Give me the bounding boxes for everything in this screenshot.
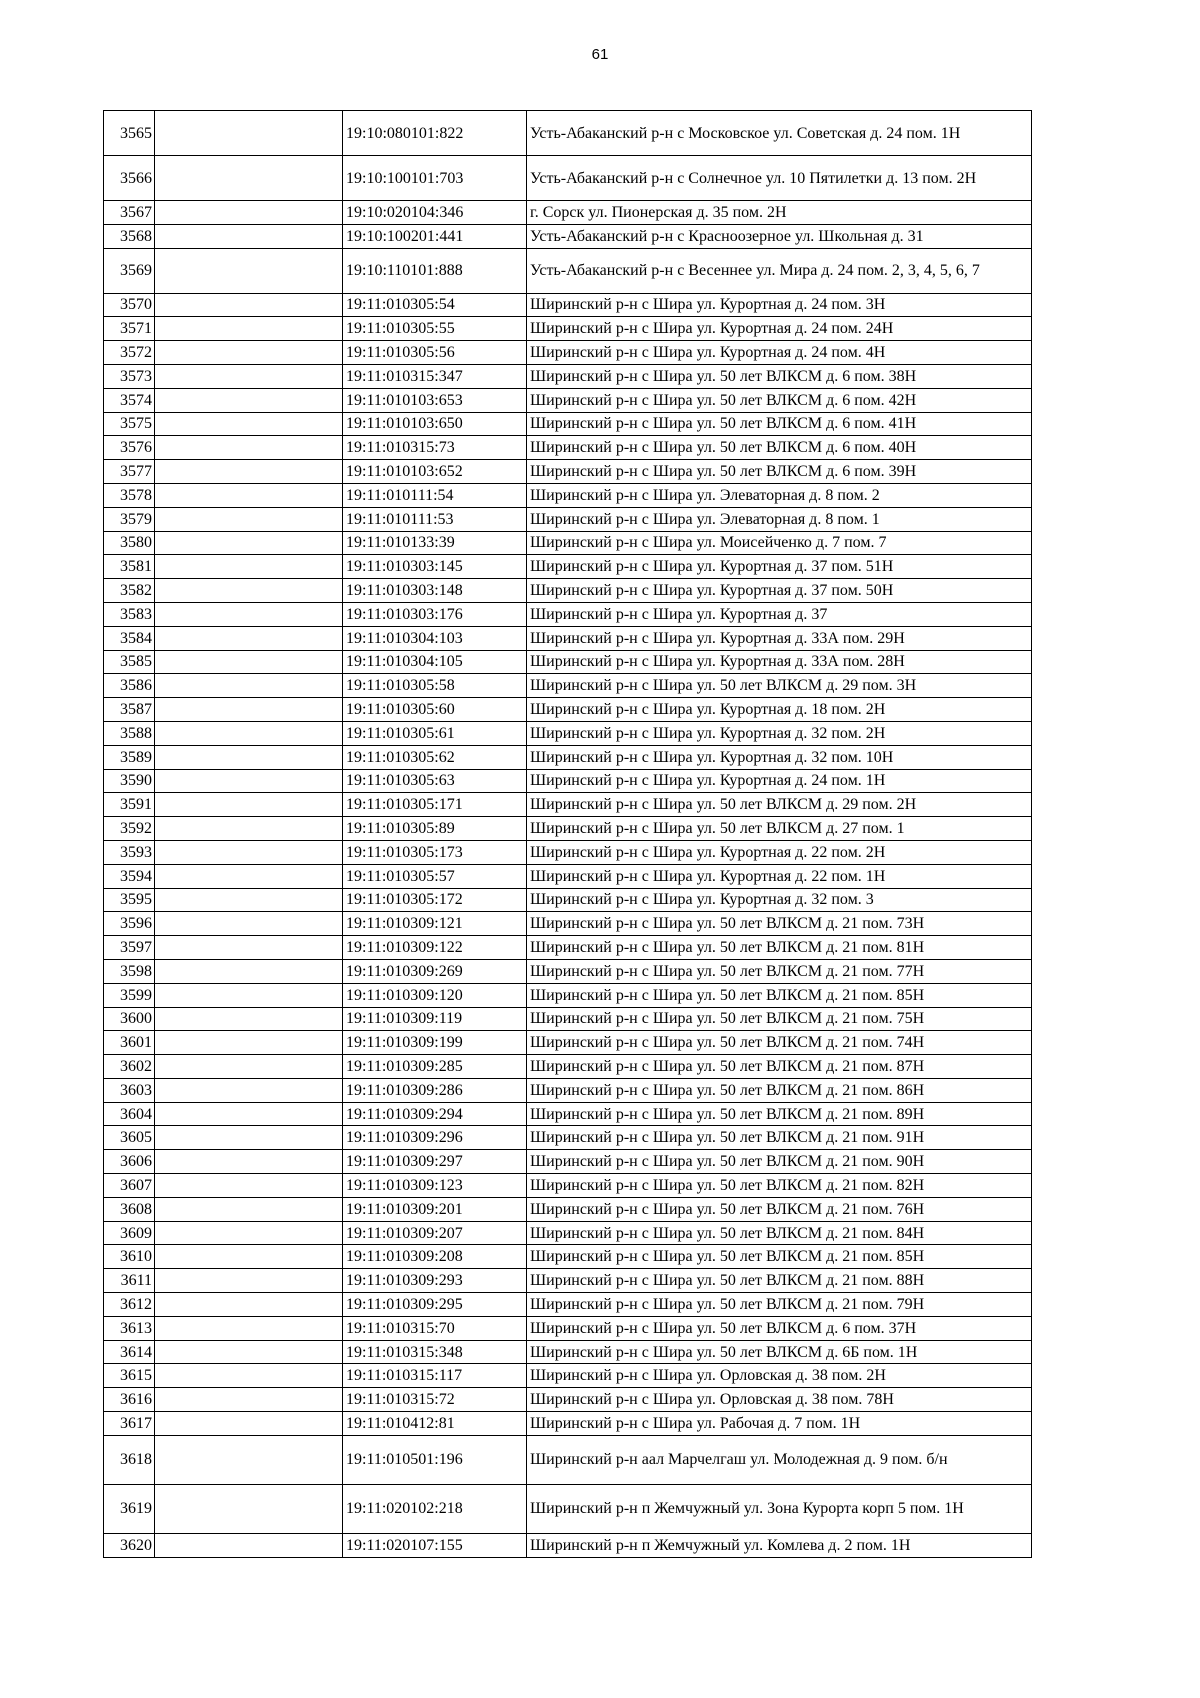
empty-cell bbox=[155, 817, 343, 841]
address-cell: Ширинский р-н с Шира ул. Рабочая д. 7 пом. 1Н bbox=[527, 1412, 1032, 1436]
row-number-cell: 3602 bbox=[104, 1055, 155, 1079]
address-cell: Ширинский р-н с Шира ул. 50 лет ВЛКСМ д. 21 пом. 81Н bbox=[527, 936, 1032, 960]
cadastral-number-cell: 19:11:010305:172 bbox=[343, 888, 527, 912]
cadastral-number-cell: 19:11:010309:294 bbox=[343, 1102, 527, 1126]
address-cell: Ширинский р-н с Шира ул. Курортная д. 37 bbox=[527, 602, 1032, 626]
table-row bbox=[104, 769, 1032, 793]
empty-cell bbox=[155, 1364, 343, 1388]
address-cell: Ширинский р-н с Шира ул. Курортная д. 32 пом. 10Н bbox=[527, 745, 1032, 769]
row-number-cell: 3606 bbox=[104, 1150, 155, 1174]
cadastral-number-cell: 19:11:010305:62 bbox=[343, 745, 527, 769]
address-cell: Ширинский р-н с Шира ул. 50 лет ВЛКСМ д. 21 пом. 89Н bbox=[527, 1102, 1032, 1126]
cadastral-number-cell: 19:11:020102:218 bbox=[343, 1484, 527, 1533]
cadastral-number-cell: 19:11:010303:176 bbox=[343, 602, 527, 626]
address-cell: Ширинский р-н с Шира ул. 50 лет ВЛКСМ д. 29 пом. 3Н bbox=[527, 674, 1032, 698]
address-cell: Ширинский р-н аал Марчелгаш ул. Молодежная д. 9 пом. б/н bbox=[527, 1435, 1032, 1484]
cadastral-number-cell: 19:11:010111:54 bbox=[343, 483, 527, 507]
table-row bbox=[104, 388, 1032, 412]
row-number-cell: 3582 bbox=[104, 579, 155, 603]
cadastral-number-cell: 19:10:110101:888 bbox=[343, 248, 527, 293]
cadastral-number-cell: 19:11:010309:120 bbox=[343, 983, 527, 1007]
table-row bbox=[104, 1055, 1032, 1079]
row-number-cell: 3580 bbox=[104, 531, 155, 555]
address-cell: Ширинский р-н с Шира ул. 50 лет ВЛКСМ д. 29 пом. 2Н bbox=[527, 793, 1032, 817]
empty-cell bbox=[155, 436, 343, 460]
row-number-cell: 3601 bbox=[104, 1031, 155, 1055]
cadastral-number-cell: 19:11:010315:73 bbox=[343, 436, 527, 460]
table-row bbox=[104, 1174, 1032, 1198]
address-cell: Ширинский р-н с Шира ул. 50 лет ВЛКСМ д. 21 пом. 76Н bbox=[527, 1197, 1032, 1221]
cadastral-number-cell: 19:11:010305:56 bbox=[343, 341, 527, 365]
address-cell: Ширинский р-н с Шира ул. 50 лет ВЛКСМ д. 21 пом. 88Н bbox=[527, 1269, 1032, 1293]
row-number-cell: 3599 bbox=[104, 983, 155, 1007]
address-cell: Ширинский р-н с Шира ул. 50 лет ВЛКСМ д. 21 пом. 82Н bbox=[527, 1174, 1032, 1198]
cadastral-number-cell: 19:11:010315:72 bbox=[343, 1388, 527, 1412]
address-cell: Ширинский р-н п Жемчужный ул. Комлева д. 2 пом. 1Н bbox=[527, 1533, 1032, 1557]
address-cell: Ширинский р-н с Шира ул. 50 лет ВЛКСМ д. 21 пом. 84Н bbox=[527, 1221, 1032, 1245]
address-cell: Ширинский р-н с Шира ул. Орловская д. 38 пом. 78Н bbox=[527, 1388, 1032, 1412]
cadastral-number-cell: 19:10:100201:441 bbox=[343, 224, 527, 248]
cadastral-number-cell: 19:11:010309:296 bbox=[343, 1126, 527, 1150]
cadastral-number-cell: 19:11:010103:653 bbox=[343, 388, 527, 412]
cadastral-number-cell: 19:11:010305:57 bbox=[343, 864, 527, 888]
row-number-cell: 3608 bbox=[104, 1197, 155, 1221]
table-row bbox=[104, 1293, 1032, 1317]
cadastral-number-cell: 19:11:010309:208 bbox=[343, 1245, 527, 1269]
cadastral-number-cell: 19:11:010309:199 bbox=[343, 1031, 527, 1055]
address-cell: Ширинский р-н с Шира ул. 50 лет ВЛКСМ д. 27 пом. 1 bbox=[527, 817, 1032, 841]
address-cell: Ширинский р-н с Шира ул. 50 лет ВЛКСМ д. 21 пом. 74Н bbox=[527, 1031, 1032, 1055]
cadastral-number-cell: 19:11:010309:286 bbox=[343, 1078, 527, 1102]
address-cell: г. Сорск ул. Пионерская д. 35 пом. 2Н bbox=[527, 201, 1032, 225]
table-row bbox=[104, 293, 1032, 317]
empty-cell bbox=[155, 156, 343, 201]
table-row bbox=[104, 674, 1032, 698]
row-number-cell: 3588 bbox=[104, 721, 155, 745]
cadastral-number-cell: 19:11:010309:207 bbox=[343, 1221, 527, 1245]
empty-cell bbox=[155, 531, 343, 555]
address-cell: Ширинский р-н с Шира ул. Курортная д. 18 пом. 2Н bbox=[527, 698, 1032, 722]
cadastral-number-cell: 19:11:010305:89 bbox=[343, 817, 527, 841]
row-number-cell: 3583 bbox=[104, 602, 155, 626]
table-row bbox=[104, 1484, 1032, 1533]
cadastral-number-cell: 19:11:010309:123 bbox=[343, 1174, 527, 1198]
table-row bbox=[104, 483, 1032, 507]
address-cell: Ширинский р-н с Шира ул. 50 лет ВЛКСМ д. 21 пом. 85Н bbox=[527, 1245, 1032, 1269]
address-cell: Ширинский р-н с Шира ул. 50 лет ВЛКСМ д. 21 пом. 73Н bbox=[527, 912, 1032, 936]
table-row bbox=[104, 1150, 1032, 1174]
table-row bbox=[104, 1197, 1032, 1221]
empty-cell bbox=[155, 1007, 343, 1031]
cadastral-number-cell: 19:11:010103:652 bbox=[343, 460, 527, 484]
row-number-cell: 3615 bbox=[104, 1364, 155, 1388]
empty-cell bbox=[155, 555, 343, 579]
row-number-cell: 3565 bbox=[104, 111, 155, 156]
empty-cell bbox=[155, 959, 343, 983]
empty-cell bbox=[155, 1293, 343, 1317]
row-number-cell: 3611 bbox=[104, 1269, 155, 1293]
table-row bbox=[104, 817, 1032, 841]
row-number-cell: 3620 bbox=[104, 1533, 155, 1557]
row-number-cell: 3617 bbox=[104, 1412, 155, 1436]
address-cell: Ширинский р-н с Шира ул. Курортная д. 24 пом. 24Н bbox=[527, 317, 1032, 341]
row-number-cell: 3595 bbox=[104, 888, 155, 912]
empty-cell bbox=[155, 1055, 343, 1079]
table-row bbox=[104, 983, 1032, 1007]
table-row bbox=[104, 650, 1032, 674]
empty-cell bbox=[155, 483, 343, 507]
row-number-cell: 3589 bbox=[104, 745, 155, 769]
row-number-cell: 3574 bbox=[104, 388, 155, 412]
cadastral-number-cell: 19:11:010305:55 bbox=[343, 317, 527, 341]
page-number: 61 bbox=[591, 46, 609, 63]
row-number-cell: 3585 bbox=[104, 650, 155, 674]
address-cell: Ширинский р-н с Шира ул. 50 лет ВЛКСМ д. 6 пом. 41Н bbox=[527, 412, 1032, 436]
table-row bbox=[104, 224, 1032, 248]
address-cell: Усть-Абаканский р-н с Красноозерное ул. Школьная д. 31 bbox=[527, 224, 1032, 248]
row-number-cell: 3598 bbox=[104, 959, 155, 983]
table-row bbox=[104, 436, 1032, 460]
address-cell: Ширинский р-н п Жемчужный ул. Зона Курорта корп 5 пом. 1Н bbox=[527, 1484, 1032, 1533]
empty-cell bbox=[155, 412, 343, 436]
table-row bbox=[104, 201, 1032, 225]
address-cell: Ширинский р-н с Шира ул. 50 лет ВЛКСМ д. 6 пом. 39Н bbox=[527, 460, 1032, 484]
row-number-cell: 3567 bbox=[104, 201, 155, 225]
address-cell: Ширинский р-н с Шира ул. Элеваторная д. 8 пом. 2 bbox=[527, 483, 1032, 507]
table-row bbox=[104, 317, 1032, 341]
address-cell: Усть-Абаканский р-н с Московское ул. Советская д. 24 пом. 1Н bbox=[527, 111, 1032, 156]
empty-cell bbox=[155, 1197, 343, 1221]
address-cell: Ширинский р-н с Шира ул. 50 лет ВЛКСМ д. 6 пом. 42Н bbox=[527, 388, 1032, 412]
empty-cell bbox=[155, 1150, 343, 1174]
address-cell: Ширинский р-н с Шира ул. 50 лет ВЛКСМ д. 21 пом. 75Н bbox=[527, 1007, 1032, 1031]
empty-cell bbox=[155, 912, 343, 936]
table-row bbox=[104, 531, 1032, 555]
cadastral-number-cell: 19:11:010305:54 bbox=[343, 293, 527, 317]
empty-cell bbox=[155, 1484, 343, 1533]
cadastral-number-cell: 19:11:010111:53 bbox=[343, 507, 527, 531]
cadastral-number-cell: 19:10:080101:822 bbox=[343, 111, 527, 156]
row-number-cell: 3566 bbox=[104, 156, 155, 201]
empty-cell bbox=[155, 1340, 343, 1364]
address-cell: Ширинский р-н с Шира ул. Курортная д. 22 пом. 1Н bbox=[527, 864, 1032, 888]
table-row bbox=[104, 1245, 1032, 1269]
empty-cell bbox=[155, 1221, 343, 1245]
row-number-cell: 3575 bbox=[104, 412, 155, 436]
empty-cell bbox=[155, 745, 343, 769]
row-number-cell: 3604 bbox=[104, 1102, 155, 1126]
row-number-cell: 3576 bbox=[104, 436, 155, 460]
table-row bbox=[104, 698, 1032, 722]
table-row bbox=[104, 1269, 1032, 1293]
table-row bbox=[104, 1364, 1032, 1388]
row-number-cell: 3603 bbox=[104, 1078, 155, 1102]
row-number-cell: 3568 bbox=[104, 224, 155, 248]
empty-cell bbox=[155, 1533, 343, 1557]
empty-cell bbox=[155, 201, 343, 225]
table-row bbox=[104, 936, 1032, 960]
row-number-cell: 3587 bbox=[104, 698, 155, 722]
empty-cell bbox=[155, 579, 343, 603]
table-row bbox=[104, 745, 1032, 769]
empty-cell bbox=[155, 1435, 343, 1484]
empty-cell bbox=[155, 888, 343, 912]
table-row bbox=[104, 1078, 1032, 1102]
table-row bbox=[104, 341, 1032, 365]
address-cell: Ширинский р-н с Шира ул. Курортная д. 24 пом. 1Н bbox=[527, 769, 1032, 793]
row-number-cell: 3607 bbox=[104, 1174, 155, 1198]
table-row bbox=[104, 840, 1032, 864]
address-cell: Ширинский р-н с Шира ул. 50 лет ВЛКСМ д. 21 пом. 85Н bbox=[527, 983, 1032, 1007]
address-cell: Ширинский р-н с Шира ул. 50 лет ВЛКСМ д. 6 пом. 40Н bbox=[527, 436, 1032, 460]
empty-cell bbox=[155, 1031, 343, 1055]
cadastral-number-cell: 19:11:010309:201 bbox=[343, 1197, 527, 1221]
cadastral-number-cell: 19:11:010309:295 bbox=[343, 1293, 527, 1317]
row-number-cell: 3594 bbox=[104, 864, 155, 888]
address-cell: Ширинский р-н с Шира ул. Орловская д. 38 пом. 2Н bbox=[527, 1364, 1032, 1388]
row-number-cell: 3616 bbox=[104, 1388, 155, 1412]
empty-cell bbox=[155, 1316, 343, 1340]
row-number-cell: 3618 bbox=[104, 1435, 155, 1484]
empty-cell bbox=[155, 1245, 343, 1269]
row-number-cell: 3573 bbox=[104, 364, 155, 388]
address-cell: Ширинский р-н с Шира ул. 50 лет ВЛКСМ д. 6 пом. 37Н bbox=[527, 1316, 1032, 1340]
table-row bbox=[104, 1007, 1032, 1031]
row-number-cell: 3597 bbox=[104, 936, 155, 960]
empty-cell bbox=[155, 1269, 343, 1293]
address-cell: Ширинский р-н с Шира ул. 50 лет ВЛКСМ д. 21 пом. 91Н bbox=[527, 1126, 1032, 1150]
cadastral-number-cell: 19:11:010315:347 bbox=[343, 364, 527, 388]
cadastral-number-cell: 19:11:010309:293 bbox=[343, 1269, 527, 1293]
cadastral-number-cell: 19:11:020107:155 bbox=[343, 1533, 527, 1557]
cadastral-number-cell: 19:11:010103:650 bbox=[343, 412, 527, 436]
address-cell: Ширинский р-н с Шира ул. Курортная д. 24 пом. 3Н bbox=[527, 293, 1032, 317]
cadastral-number-cell: 19:10:100101:703 bbox=[343, 156, 527, 201]
row-number-cell: 3592 bbox=[104, 817, 155, 841]
address-cell: Усть-Абаканский р-н с Весеннее ул. Мира д. 24 пом. 2, 3, 4, 5, 6, 7 bbox=[527, 248, 1032, 293]
empty-cell bbox=[155, 1078, 343, 1102]
table-row bbox=[104, 364, 1032, 388]
row-number-cell: 3581 bbox=[104, 555, 155, 579]
address-cell: Ширинский р-н с Шира ул. 50 лет ВЛКСМ д. 21 пом. 86Н bbox=[527, 1078, 1032, 1102]
empty-cell bbox=[155, 388, 343, 412]
empty-cell bbox=[155, 248, 343, 293]
cadastral-number-cell: 19:11:010315:348 bbox=[343, 1340, 527, 1364]
address-cell: Ширинский р-н с Шира ул. 50 лет ВЛКСМ д. 6 пом. 38Н bbox=[527, 364, 1032, 388]
cadastral-number-cell: 19:10:020104:346 bbox=[343, 201, 527, 225]
empty-cell bbox=[155, 983, 343, 1007]
empty-cell bbox=[155, 460, 343, 484]
cadastral-number-cell: 19:11:010412:81 bbox=[343, 1412, 527, 1436]
row-number-cell: 3596 bbox=[104, 912, 155, 936]
property-registry-table bbox=[103, 110, 1032, 1558]
row-number-cell: 3577 bbox=[104, 460, 155, 484]
table-row bbox=[104, 888, 1032, 912]
cadastral-number-cell: 19:11:010309:297 bbox=[343, 1150, 527, 1174]
table-row bbox=[104, 111, 1032, 156]
row-number-cell: 3612 bbox=[104, 1293, 155, 1317]
table-row bbox=[104, 1388, 1032, 1412]
cadastral-number-cell: 19:11:010315:117 bbox=[343, 1364, 527, 1388]
empty-cell bbox=[155, 769, 343, 793]
row-number-cell: 3613 bbox=[104, 1316, 155, 1340]
empty-cell bbox=[155, 674, 343, 698]
empty-cell bbox=[155, 1388, 343, 1412]
table-row bbox=[104, 555, 1032, 579]
empty-cell bbox=[155, 341, 343, 365]
address-cell: Ширинский р-н с Шира ул. 50 лет ВЛКСМ д. 21 пом. 87Н bbox=[527, 1055, 1032, 1079]
address-cell: Ширинский р-н с Шира ул. Элеваторная д. 8 пом. 1 bbox=[527, 507, 1032, 531]
table-row bbox=[104, 721, 1032, 745]
table-row bbox=[104, 1316, 1032, 1340]
cadastral-number-cell: 19:11:010133:39 bbox=[343, 531, 527, 555]
address-cell: Ширинский р-н с Шира ул. 50 лет ВЛКСМ д. 21 пом. 77Н bbox=[527, 959, 1032, 983]
address-cell: Ширинский р-н с Шира ул. Курортная д. 32 пом. 3 bbox=[527, 888, 1032, 912]
registry-body bbox=[104, 111, 1032, 1558]
address-cell: Ширинский р-н с Шира ул. Курортная д. 33А пом. 28Н bbox=[527, 650, 1032, 674]
table-row bbox=[104, 460, 1032, 484]
cadastral-number-cell: 19:11:010305:171 bbox=[343, 793, 527, 817]
empty-cell bbox=[155, 698, 343, 722]
table-row bbox=[104, 507, 1032, 531]
row-number-cell: 3614 bbox=[104, 1340, 155, 1364]
empty-cell bbox=[155, 317, 343, 341]
empty-cell bbox=[155, 1174, 343, 1198]
empty-cell bbox=[155, 293, 343, 317]
address-cell: Усть-Абаканский р-н с Солнечное ул. 10 Пятилетки д. 13 пом. 2Н bbox=[527, 156, 1032, 201]
table-row bbox=[104, 1221, 1032, 1245]
table-row bbox=[104, 579, 1032, 603]
table-row bbox=[104, 959, 1032, 983]
empty-cell bbox=[155, 840, 343, 864]
cadastral-number-cell: 19:11:010309:285 bbox=[343, 1055, 527, 1079]
row-number-cell: 3584 bbox=[104, 626, 155, 650]
row-number-cell: 3619 bbox=[104, 1484, 155, 1533]
table-row bbox=[104, 602, 1032, 626]
table-row bbox=[104, 864, 1032, 888]
empty-cell bbox=[155, 650, 343, 674]
cadastral-number-cell: 19:11:010304:105 bbox=[343, 650, 527, 674]
empty-cell bbox=[155, 626, 343, 650]
cadastral-number-cell: 19:11:010309:121 bbox=[343, 912, 527, 936]
row-number-cell: 3571 bbox=[104, 317, 155, 341]
empty-cell bbox=[155, 507, 343, 531]
table-row bbox=[104, 1102, 1032, 1126]
table-row bbox=[104, 1340, 1032, 1364]
row-number-cell: 3572 bbox=[104, 341, 155, 365]
empty-cell bbox=[155, 1412, 343, 1436]
row-number-cell: 3579 bbox=[104, 507, 155, 531]
empty-cell bbox=[155, 1102, 343, 1126]
row-number-cell: 3570 bbox=[104, 293, 155, 317]
row-number-cell: 3591 bbox=[104, 793, 155, 817]
table-row bbox=[104, 626, 1032, 650]
cadastral-number-cell: 19:11:010303:148 bbox=[343, 579, 527, 603]
empty-cell bbox=[155, 721, 343, 745]
empty-cell bbox=[155, 364, 343, 388]
cadastral-number-cell: 19:11:010303:145 bbox=[343, 555, 527, 579]
address-cell: Ширинский р-н с Шира ул. Курортная д. 37 пом. 50Н bbox=[527, 579, 1032, 603]
empty-cell bbox=[155, 936, 343, 960]
cadastral-number-cell: 19:11:010305:60 bbox=[343, 698, 527, 722]
row-number-cell: 3578 bbox=[104, 483, 155, 507]
address-cell: Ширинский р-н с Шира ул. Курортная д. 24 пом. 4Н bbox=[527, 341, 1032, 365]
address-cell: Ширинский р-н с Шира ул. Курортная д. 33А пом. 29Н bbox=[527, 626, 1032, 650]
row-number-cell: 3600 bbox=[104, 1007, 155, 1031]
table-row bbox=[104, 412, 1032, 436]
address-cell: Ширинский р-н с Шира ул. Курортная д. 22 пом. 2Н bbox=[527, 840, 1032, 864]
cadastral-number-cell: 19:11:010305:63 bbox=[343, 769, 527, 793]
cadastral-number-cell: 19:11:010315:70 bbox=[343, 1316, 527, 1340]
empty-cell bbox=[155, 1126, 343, 1150]
cadastral-number-cell: 19:11:010304:103 bbox=[343, 626, 527, 650]
cadastral-number-cell: 19:11:010305:61 bbox=[343, 721, 527, 745]
empty-cell bbox=[155, 602, 343, 626]
row-number-cell: 3569 bbox=[104, 248, 155, 293]
table-row bbox=[104, 1412, 1032, 1436]
table-row bbox=[104, 912, 1032, 936]
empty-cell bbox=[155, 224, 343, 248]
table-row bbox=[104, 1435, 1032, 1484]
address-cell: Ширинский р-н с Шира ул. 50 лет ВЛКСМ д. 21 пом. 79Н bbox=[527, 1293, 1032, 1317]
empty-cell bbox=[155, 793, 343, 817]
table-row bbox=[104, 793, 1032, 817]
empty-cell bbox=[155, 111, 343, 156]
address-cell: Ширинский р-н с Шира ул. Курортная д. 32 пом. 2Н bbox=[527, 721, 1032, 745]
cadastral-number-cell: 19:11:010309:122 bbox=[343, 936, 527, 960]
address-cell: Ширинский р-н с Шира ул. Моисейченко д. 7 пом. 7 bbox=[527, 531, 1032, 555]
row-number-cell: 3610 bbox=[104, 1245, 155, 1269]
row-number-cell: 3593 bbox=[104, 840, 155, 864]
row-number-cell: 3605 bbox=[104, 1126, 155, 1150]
table-row bbox=[104, 1126, 1032, 1150]
cadastral-number-cell: 19:11:010305:58 bbox=[343, 674, 527, 698]
table-row bbox=[104, 156, 1032, 201]
table-row bbox=[104, 248, 1032, 293]
table-row bbox=[104, 1533, 1032, 1557]
empty-cell bbox=[155, 864, 343, 888]
row-number-cell: 3590 bbox=[104, 769, 155, 793]
cadastral-number-cell: 19:11:010309:119 bbox=[343, 1007, 527, 1031]
cadastral-number-cell: 19:11:010305:173 bbox=[343, 840, 527, 864]
address-cell: Ширинский р-н с Шира ул. 50 лет ВЛКСМ д. 21 пом. 90Н bbox=[527, 1150, 1032, 1174]
address-cell: Ширинский р-н с Шира ул. Курортная д. 37 пом. 51Н bbox=[527, 555, 1032, 579]
cadastral-number-cell: 19:11:010309:269 bbox=[343, 959, 527, 983]
row-number-cell: 3586 bbox=[104, 674, 155, 698]
row-number-cell: 3609 bbox=[104, 1221, 155, 1245]
address-cell: Ширинский р-н с Шира ул. 50 лет ВЛКСМ д. 6Б пом. 1Н bbox=[527, 1340, 1032, 1364]
cadastral-number-cell: 19:11:010501:196 bbox=[343, 1435, 527, 1484]
table-row bbox=[104, 1031, 1032, 1055]
